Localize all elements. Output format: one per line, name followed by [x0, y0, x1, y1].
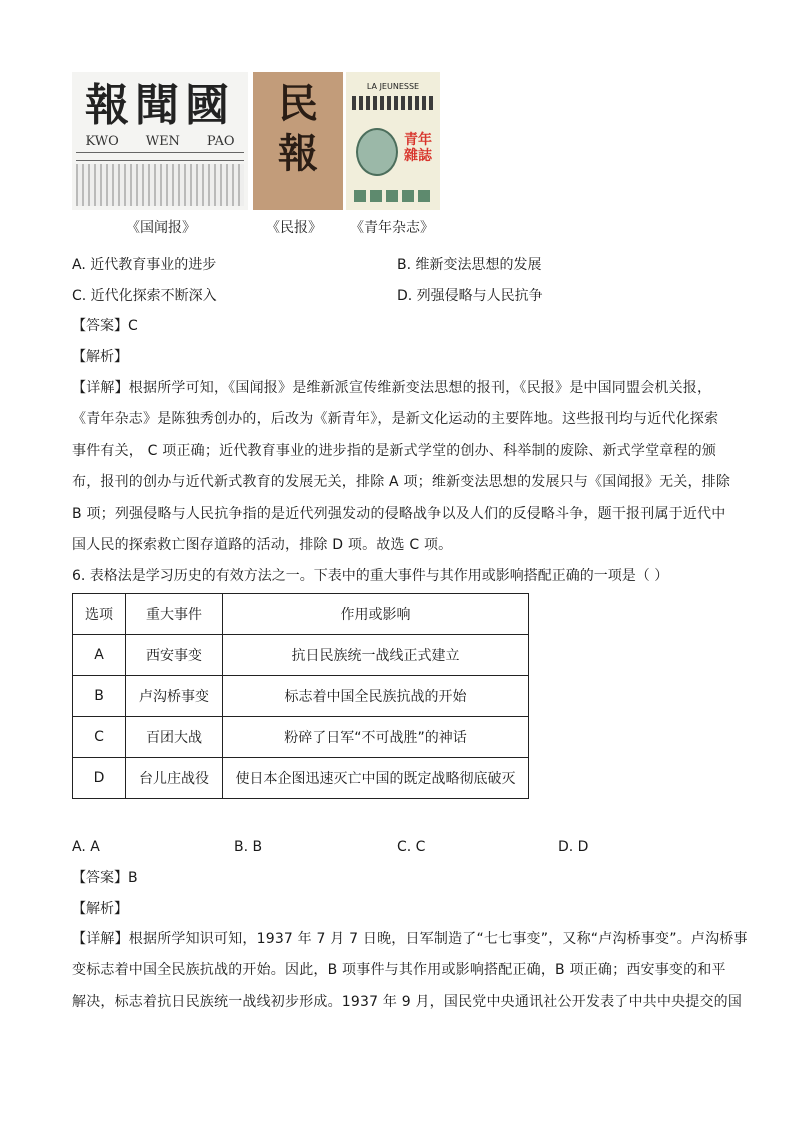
q6-option-c: C. C [397, 839, 426, 855]
table-cell: B [73, 676, 126, 717]
q6-table [72, 593, 529, 799]
q5-analysis-label: 【解析】 [72, 349, 128, 365]
q5-detail [72, 373, 730, 561]
divider [76, 160, 244, 161]
latin-word: PAO [206, 134, 235, 149]
figure-band [352, 96, 434, 110]
table-cell: 卢沟桥事变 [126, 676, 223, 717]
q5-option-c: C. 近代化探索不断深入 [72, 288, 217, 304]
table-cell: 粉碎了日军“不可战胜”的神话 [223, 717, 529, 758]
table-cell: 台儿庄战役 [126, 758, 223, 799]
q6-stem: 6. 表格法是学习历史的有效方法之一。下表中的重大事件与其作用或影响搭配正确的一项是（ ） [72, 568, 669, 584]
minbao-image [253, 72, 343, 210]
table-cell: 西安事变 [126, 635, 223, 676]
qingnian-caption: 《青年杂志》 [350, 220, 434, 236]
qingnian-title: 青年雜誌 [404, 132, 432, 164]
detail-line: 国人民的探索救亡图存道路的活动，排除 D 项。故选 C 项。 [72, 537, 453, 554]
q6-option-a: A. A [72, 839, 100, 855]
header-cell: 重大事件 [126, 594, 223, 635]
portrait [356, 128, 398, 176]
q6-answer [72, 868, 138, 888]
detail-line: 事件有关， C 项正确；近代教育事业的进步指的是新式学堂的创办、科举制的废除、新式学堂章程的颁 [72, 442, 717, 459]
table-cell: 抗日民族统一战线正式建立 [223, 635, 529, 676]
answer-label: 【答案】 [72, 318, 128, 334]
answer-label: 【答案】 [72, 870, 128, 886]
latin-word: WEN [145, 134, 180, 149]
table-row [73, 676, 529, 717]
detail-line: 变标志着中国全民族抗战的开始。因此，B 项事件与其作用或影响搭配正确，B 项正确；西安事变的和平 [72, 962, 726, 979]
table-header-row [73, 594, 529, 635]
table-cell: D [73, 758, 126, 799]
guowenbao-masthead: 報聞國 [85, 80, 235, 131]
guowenbao-image [72, 72, 248, 210]
q5-option-b: B. 维新变法思想的发展 [397, 257, 542, 273]
minbao-masthead-bottom: 報 [278, 130, 318, 177]
q6-option-b: B. B [234, 839, 263, 855]
answer-value: C [128, 318, 138, 334]
answer-value: B [128, 870, 138, 886]
table-cell: 使日本企图迅速灭亡中国的既定战略彻底破灭 [223, 758, 529, 799]
detail-line: 【详解】根据所学可知，《国闻报》是维新派宣传维新变法思想的报刊，《民报》是中国同盟会机关报， [72, 380, 712, 396]
q5-answer [72, 316, 138, 336]
detail-line: 解决，标志着抗日民族统一战线初步形成。1937 年 9 月，国民党中央通讯社公开发表了中共中央提交的国 [72, 993, 743, 1010]
decorative-band [354, 190, 432, 202]
guowenbao-latin [72, 134, 248, 149]
table-row [73, 635, 529, 676]
q6-analysis-label: 【解析】 [72, 901, 128, 917]
detail-line: 【详解】根据所学知识可知，1937 年 7 月 7 日晚，日军制造了“七七事变”，又称“卢沟桥事变”。卢沟桥事 [72, 931, 748, 947]
header-cell: 选项 [73, 594, 126, 635]
table-cell: 标志着中国全民族抗战的开始 [223, 676, 529, 717]
q5-option-a: A. 近代教育事业的进步 [72, 257, 217, 273]
detail-line: 《青年杂志》是陈独秀创办的，后改为《新青年》，是新文化运动的主要阵地。这些报刊均与近代化探索 [72, 411, 719, 428]
table-cell: A [73, 635, 126, 676]
table-cell: C [73, 717, 126, 758]
detail-line: 布，报刊的创办与近代新式教育的发展无关，排除 A 项；维新变法思想的发展只与《国闻报》无关，排除 [72, 474, 731, 491]
guowenbao-caption: 《国闻报》 [126, 220, 196, 236]
qingnian-masthead: LA JEUNESSE [366, 82, 420, 91]
table-row [73, 717, 529, 758]
qingnian-image [346, 72, 440, 210]
q5-option-d: D. 列强侵略与人民抗争 [397, 288, 543, 304]
minbao-masthead-top: 民 [278, 80, 318, 127]
table-cell: 百团大战 [126, 717, 223, 758]
q6-detail [72, 924, 748, 1018]
header-cell: 作用或影响 [223, 594, 529, 635]
divider [76, 152, 244, 153]
latin-word: KWO [85, 134, 119, 149]
detail-line: B 项；列强侵略与人民抗争指的是近代列强发动的侵略战争以及人们的反侵略斗争，题干报刊属于近代中 [72, 505, 726, 522]
newsprint-columns [76, 164, 244, 206]
q6-option-d: D. D [558, 839, 589, 855]
minbao-caption: 《民报》 [266, 220, 322, 236]
table-row [73, 758, 529, 799]
